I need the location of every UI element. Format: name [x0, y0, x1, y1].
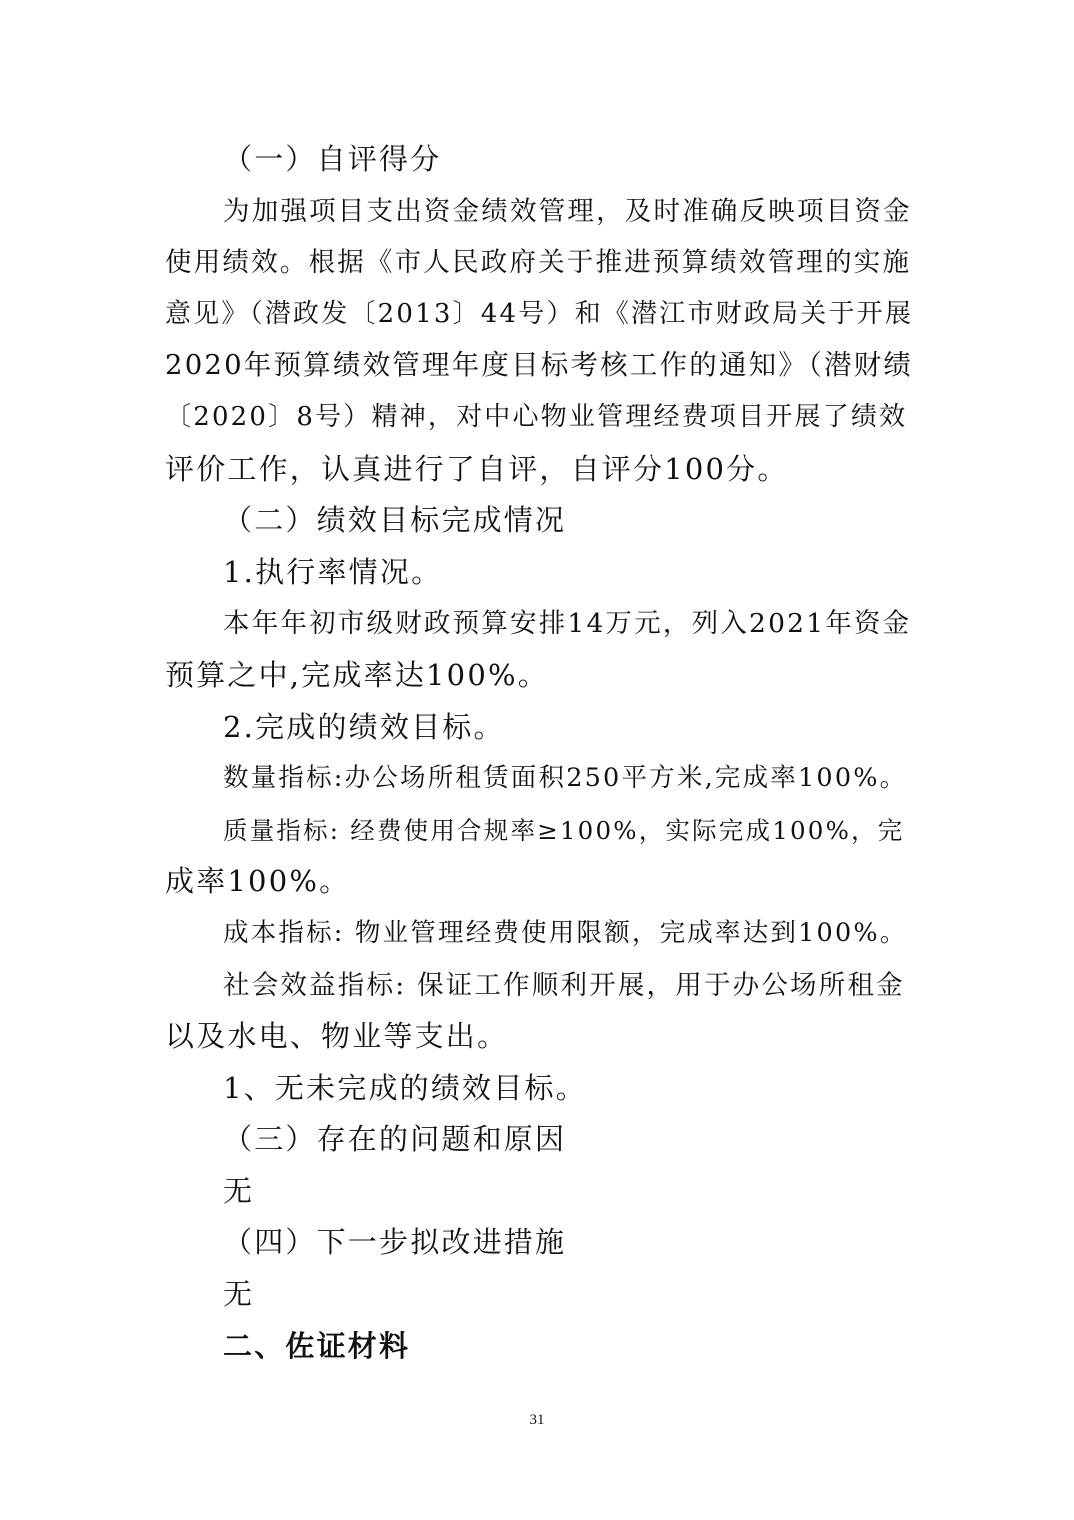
section-heading-self-score: （一）自评得分	[223, 142, 442, 176]
indicator-social-benefit: 社会效益指标: 保证工作顺利开展，用于办公场所租金	[223, 969, 905, 1001]
page-number: 31	[529, 1412, 545, 1428]
paragraph-line: 1、无未完成的绩效目标。	[223, 1070, 587, 1105]
subheading-execution-rate: 1.执行率情况。	[223, 554, 443, 589]
indicator-quality: 质量指标: 经费使用合规率≥100%，实际完成100%，完	[223, 815, 905, 845]
paragraph-line: 使用绩效。根据《市人民政府关于推进预算绩效管理的实施	[165, 247, 912, 279]
section-heading-problems: （三）存在的问题和原因	[223, 1122, 567, 1157]
paragraph-line: 以及水电、物业等支出。	[165, 1019, 509, 1054]
paragraph-line: 无	[223, 1173, 255, 1208]
paragraph-line: 2020年预算绩效管理年度目标考核工作的通知》（潜财绩	[165, 349, 914, 382]
paragraph-line: 评价工作，认真进行了自评，自评分100分。	[165, 451, 789, 486]
paragraph-line: 〔2020〕8号）精神，对中心物业管理经费项目开展了绩效	[165, 401, 908, 432]
paragraph-line: 预算之中,完成率达100%。	[165, 657, 549, 692]
section-heading-goal-completion: （二）绩效目标完成情况	[223, 503, 567, 538]
paragraph-line: 为加强项目支出资金绩效管理，及时准确反映项目资金	[223, 195, 912, 227]
indicator-cost: 成本指标: 物业管理经费使用限额，完成率达到100%。	[223, 917, 908, 948]
section-heading-improvements: （四）下一步拟改进措施	[223, 1225, 567, 1260]
paragraph-line: 本年年初市级财政预算安排14万元，列入2021年资金	[223, 608, 912, 640]
paragraph-line: 无	[223, 1277, 255, 1312]
paragraph-line: 意见》（潜政发〔2013〕44号）和《潜江市财政局关于开展	[165, 298, 914, 329]
document-body	[165, 134, 913, 1372]
indicator-quantity: 数量指标:办公场所租赁面积250平方米,完成率100%。	[223, 763, 908, 794]
section-heading-evidence: 二、佐证材料	[223, 1328, 411, 1363]
subheading-completed-goals: 2.完成的绩效目标。	[223, 709, 505, 744]
paragraph-line: 成率100%。	[165, 864, 351, 899]
